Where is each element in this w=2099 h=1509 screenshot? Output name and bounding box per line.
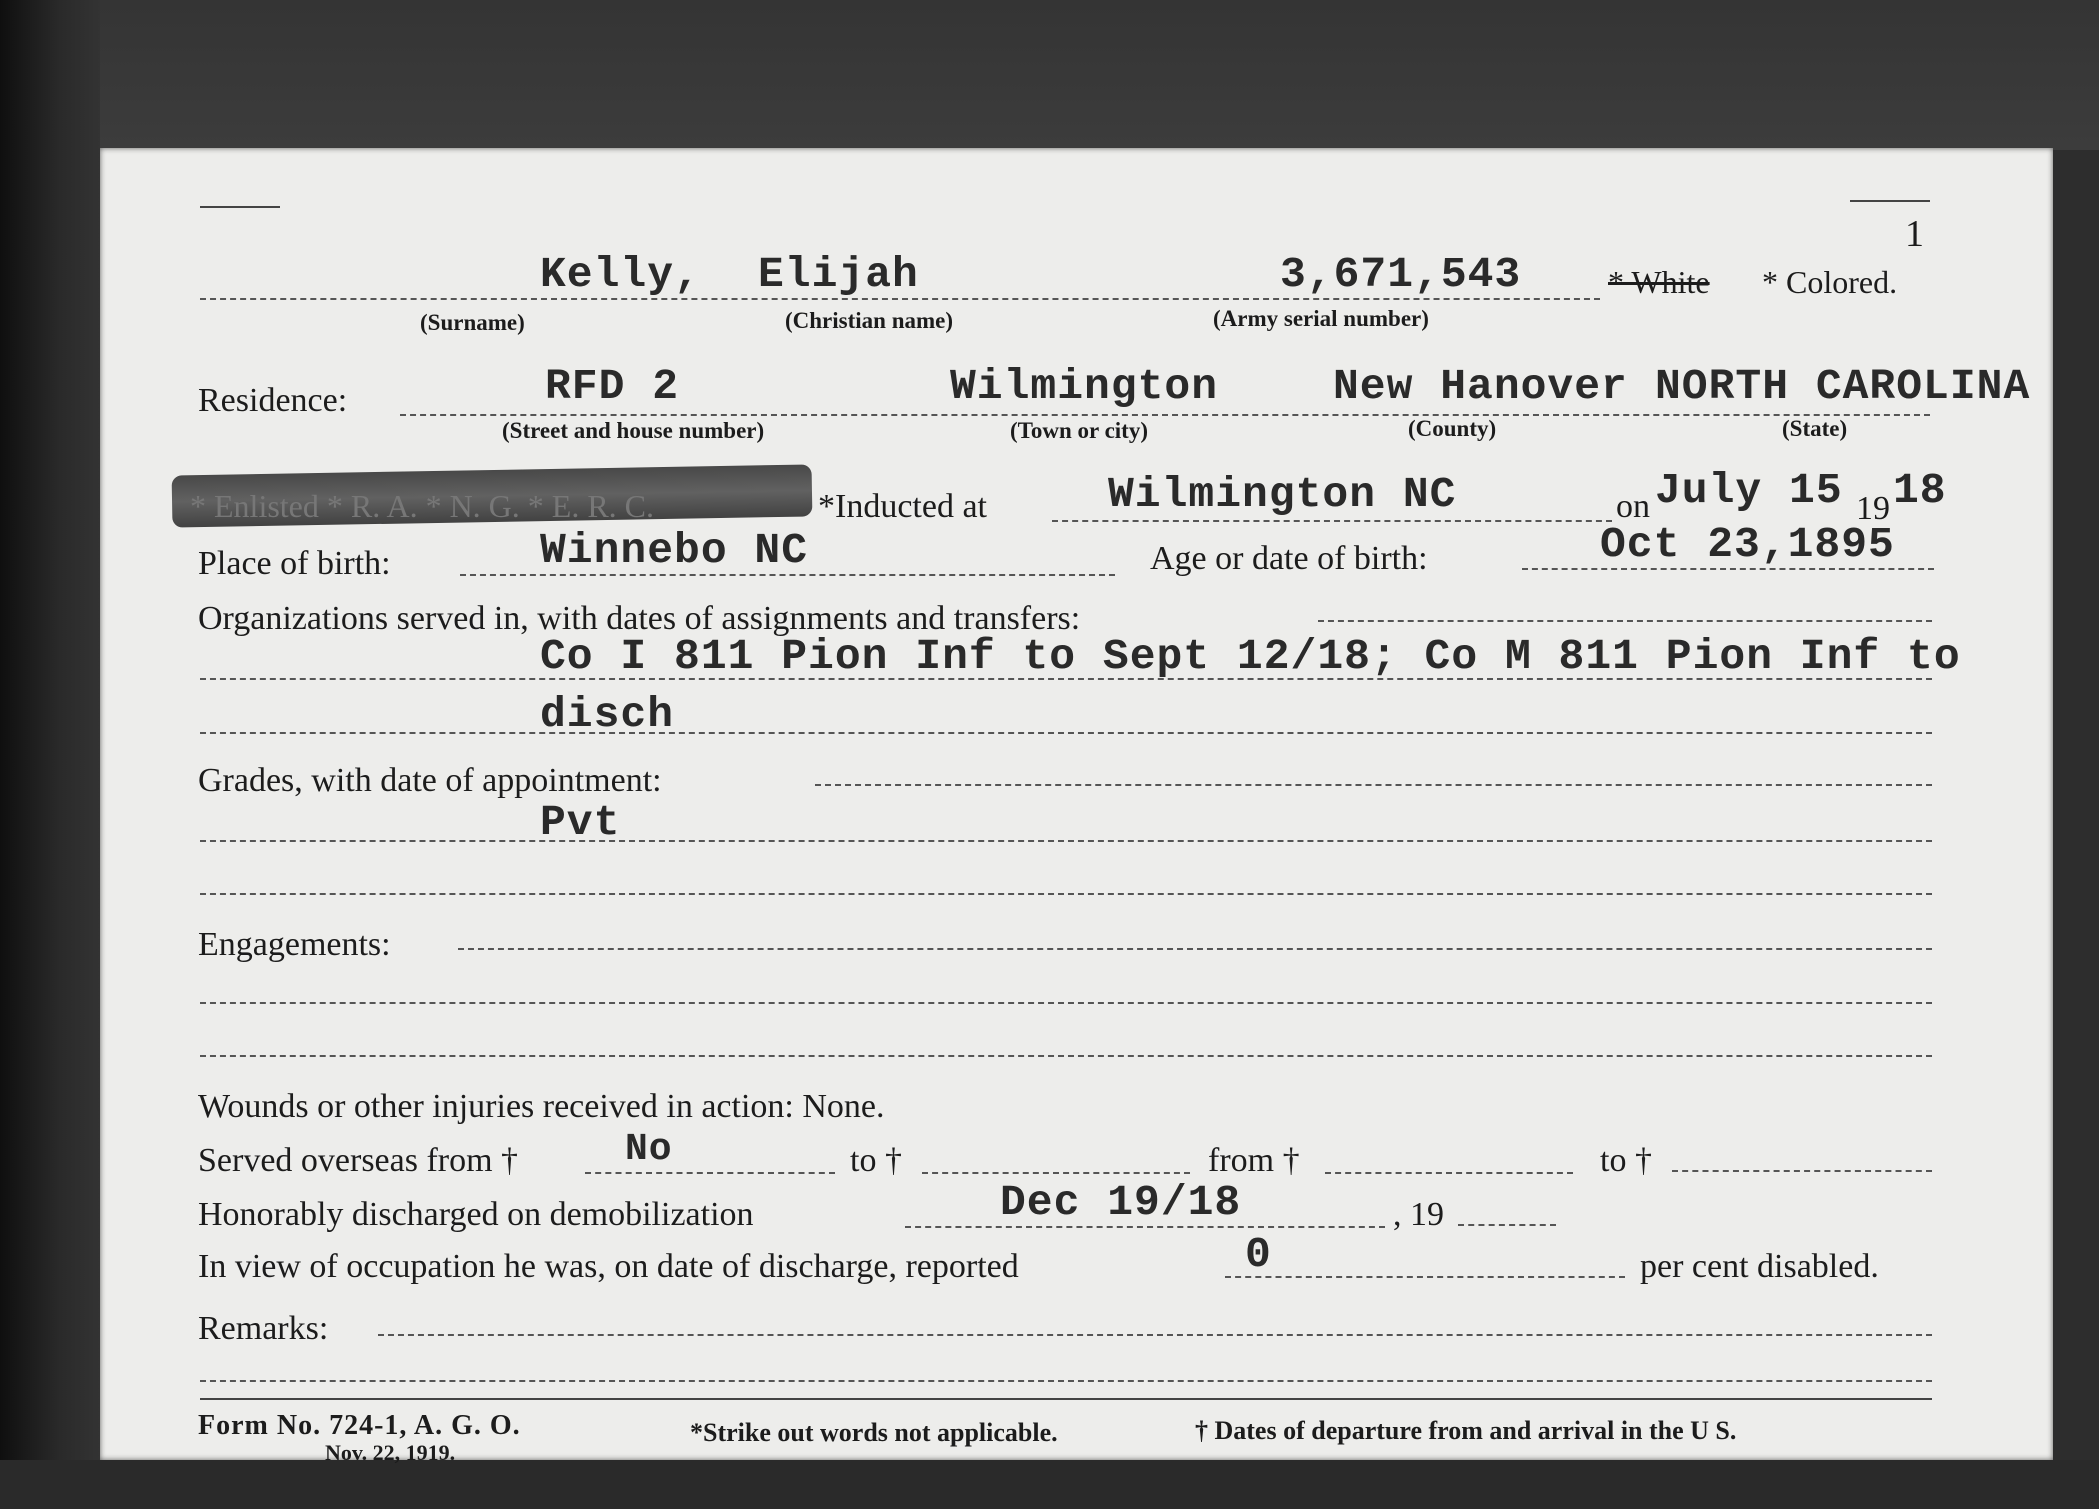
county-caption: (County) bbox=[1408, 416, 1497, 441]
footnote-dates: † Dates of departure from and arrival in the U S. bbox=[1195, 1416, 1737, 1445]
organizations-line-1 bbox=[200, 678, 1932, 680]
wounds-label: Wounds or other injuries received in action: None. bbox=[198, 1088, 885, 1125]
white-label: * White bbox=[1608, 264, 1710, 300]
served-overseas-label: Served overseas from † bbox=[198, 1142, 519, 1179]
place-of-birth-label: Place of birth: bbox=[198, 545, 391, 582]
overseas-from-line bbox=[585, 1172, 835, 1174]
organizations-label: Organizations served in, with dates of assignments and transfers: bbox=[198, 600, 1081, 637]
scan-bottom-border bbox=[0, 1460, 2099, 1509]
state-value: NORTH CAROLINA bbox=[1655, 362, 2031, 411]
footnote-strike: *Strike out words not applicable. bbox=[690, 1418, 1058, 1447]
colored-option: * Colored. bbox=[1762, 264, 1898, 300]
discharge-year-label: , 19 bbox=[1393, 1196, 1444, 1233]
card-number: 1 bbox=[1905, 213, 1924, 255]
induction-date-value: July 15 bbox=[1655, 466, 1843, 515]
surname-caption: (Surname) bbox=[420, 310, 525, 335]
overseas-from-value: No bbox=[625, 1128, 673, 1171]
scan-top-border bbox=[0, 0, 2099, 150]
inducted-at-label: *Inducted at bbox=[818, 488, 987, 525]
serial-number-value: 3,671,543 bbox=[1280, 250, 1522, 299]
discharge-date-value: Dec 19/18 bbox=[1000, 1178, 1242, 1227]
place-of-birth-value: Winnebo NC bbox=[540, 526, 809, 575]
date-of-birth-label: Age or date of birth: bbox=[1150, 540, 1428, 577]
disability-line bbox=[1225, 1276, 1625, 1278]
surname-value: Kelly, bbox=[540, 250, 701, 299]
on-label: on bbox=[1616, 488, 1650, 525]
grade-value: Pvt bbox=[540, 798, 621, 847]
engagements-line-0 bbox=[458, 948, 1932, 950]
engagements-line-1 bbox=[200, 1002, 1932, 1004]
organizations-line-2 bbox=[200, 732, 1932, 734]
grades-line-2 bbox=[200, 893, 1932, 895]
town-caption: (Town or city) bbox=[1010, 418, 1148, 443]
form-number: Form No. 724-1, A. G. O. bbox=[198, 1410, 521, 1441]
christian-name-value: Elijah bbox=[758, 250, 919, 299]
top-right-rule bbox=[1850, 200, 1930, 202]
induction-place-value: Wilmington NC bbox=[1108, 470, 1457, 519]
street-caption: (Street and house number) bbox=[502, 418, 765, 443]
organizations-line-0 bbox=[1318, 620, 1932, 622]
discharge-label: Honorably discharged on demobilization bbox=[198, 1196, 754, 1233]
residence-line bbox=[400, 414, 1930, 416]
overseas-to-line bbox=[922, 1172, 1190, 1174]
induction-year-prefix: 19 bbox=[1856, 490, 1890, 527]
overseas-to2-line bbox=[1672, 1170, 1932, 1172]
white-option bbox=[1608, 264, 1710, 301]
form-date: Nov. 22, 1919. bbox=[325, 1440, 456, 1465]
street-value: RFD 2 bbox=[545, 362, 680, 411]
engagements-line-2 bbox=[200, 1055, 1932, 1057]
disability-suffix: per cent disabled. bbox=[1640, 1248, 1879, 1285]
struck-enlistment-options: * Enlisted * R. A. * N. G. * E. R. C. bbox=[190, 488, 655, 524]
remarks-label: Remarks: bbox=[198, 1310, 329, 1347]
grades-line-1 bbox=[200, 840, 1932, 842]
town-value: Wilmington bbox=[950, 362, 1219, 411]
overseas-from2-line bbox=[1325, 1172, 1573, 1174]
inducted-at-line bbox=[1052, 520, 1612, 522]
discharge-year-line bbox=[1458, 1224, 1556, 1226]
state-caption: (State) bbox=[1782, 416, 1848, 441]
county-value: New Hanover bbox=[1333, 362, 1628, 411]
christian-name-caption: (Christian name) bbox=[785, 308, 954, 333]
serial-number-caption: (Army serial number) bbox=[1213, 306, 1429, 331]
induction-year-suffix: 18 bbox=[1893, 466, 1947, 515]
overseas-to-label: to † bbox=[850, 1142, 902, 1179]
remarks-line-0 bbox=[378, 1334, 1932, 1336]
grades-line-0 bbox=[815, 784, 1932, 786]
disability-label: In view of occupation he was, on date of discharge, reported bbox=[198, 1248, 1019, 1285]
overseas-to2-label: to † bbox=[1600, 1142, 1652, 1179]
disability-value: 0 bbox=[1245, 1230, 1272, 1279]
top-left-rule bbox=[200, 206, 280, 208]
organizations-value-line2: disch bbox=[540, 690, 675, 739]
residence-label: Residence: bbox=[198, 382, 348, 419]
engagements-label: Engagements: bbox=[198, 926, 391, 963]
organizations-value-line1: Co I 811 Pion Inf to Sept 12/18; Co M 811 Pion Inf to bbox=[540, 632, 1961, 681]
overseas-from2-label: from † bbox=[1208, 1142, 1300, 1179]
date-of-birth-value: Oct 23,1895 bbox=[1600, 520, 1895, 569]
footer-rule bbox=[200, 1398, 1932, 1400]
remarks-line-1 bbox=[200, 1380, 1932, 1382]
scan-left-border bbox=[0, 0, 100, 1509]
grades-label: Grades, with date of appointment: bbox=[198, 762, 662, 799]
